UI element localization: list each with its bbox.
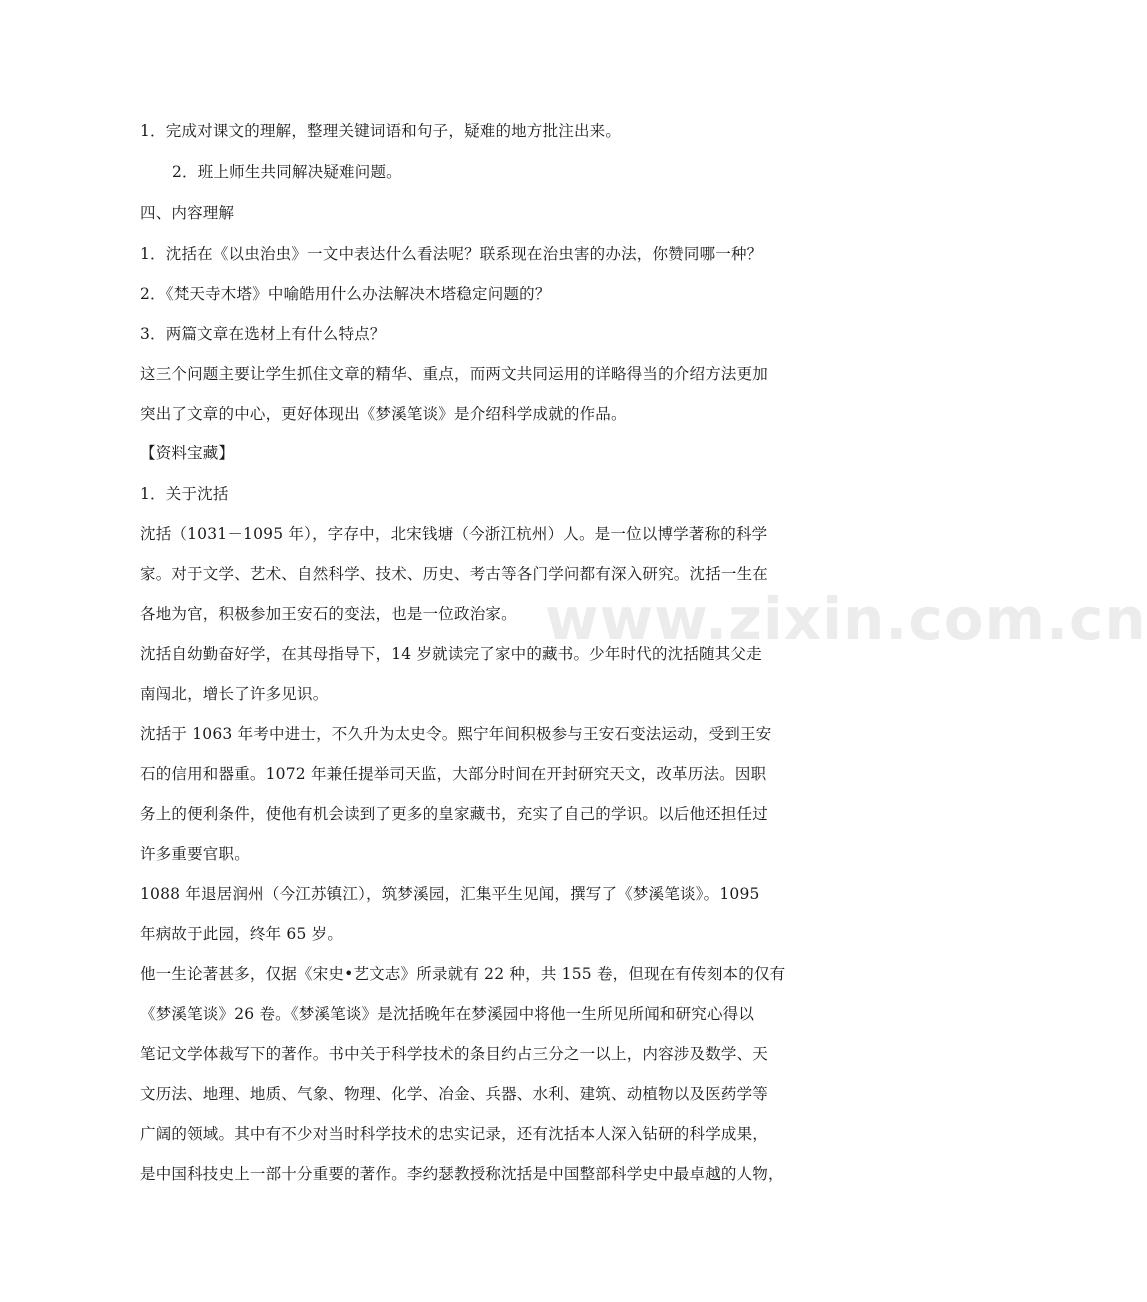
paragraph-line: 石的信用和器重。1072 年兼任提举司天监，大部分时间在开封研究天文，改革历法。因职 xyxy=(140,765,767,783)
subheading-about-shen-kuo: 1．关于沈括 xyxy=(140,485,229,503)
paragraph-line: 沈括自幼勤奋好学，在其母指导下，14 岁就读完了家中的藏书。少年时代的沈括随其父走 xyxy=(140,645,762,663)
question-3: 3．两篇文章在选材上有什么特点？ xyxy=(140,325,386,343)
question-2: 2．《梵天寺木塔》中喻皓用什么办法解决木塔稳定问题的？ xyxy=(140,285,551,303)
paragraph-line: 年病故于此园，终年 65 岁。 xyxy=(140,925,344,943)
section-heading-content-understanding: 四、内容理解 xyxy=(140,204,235,222)
paragraph-line: 他一生论著甚多，仅据《宋史•艺文志》所录就有 22 种，共 155 卷，但现在有传刻本的仅有 xyxy=(140,965,786,983)
paragraph-line: 沈括（1031－1095 年），字存中，北宋钱塘（今浙江杭州）人。是一位以博学著称的科学 xyxy=(140,525,768,543)
paragraph-line: 1088 年退居润州（今江苏镇江），筑梦溪园，汇集平生见闻，撰写了《梦溪笔谈》。1095 xyxy=(140,885,760,903)
section-heading-resources: 【资料宝藏】 xyxy=(140,444,235,462)
paragraph-line: 各地为官，积极参加王安石的变法，也是一位政治家。 xyxy=(140,605,517,623)
paragraph-line: 南闯北，增长了许多见识。 xyxy=(140,685,329,703)
question-1: 1．沈括在《以虫治虫》一文中表达什么看法呢？联系现在治虫害的办法，你赞同哪一种？ xyxy=(140,245,763,263)
paragraph-line: 许多重要官职。 xyxy=(140,845,250,863)
task-item-1: 1．完成对课文的理解，整理关键词语和句子，疑难的地方批注出来。 xyxy=(140,122,622,140)
paragraph-line: 是中国科技史上一部十分重要的著作。李约瑟教授称沈括是中国整部科学史中最卓越的人物， xyxy=(140,1165,784,1183)
paragraph-line: 文历法、地理、地质、气象、物理、化学、冶金、兵器、水利、建筑、动植物以及医药学等 xyxy=(140,1085,769,1103)
paragraph-line: 这三个问题主要让学生抓住文章的精华、重点，而两文共同运用的详略得当的介绍方法更加 xyxy=(140,365,769,383)
paragraph-line: 突出了文章的中心，更好体现出《梦溪笔谈》是介绍科学成就的作品。 xyxy=(140,405,627,423)
task-item-2: 2．班上师生共同解决疑难问题。 xyxy=(172,163,402,181)
paragraph-line: 广阔的领域。其中有不少对当时科学技术的忠实记录，还有沈括本人深入钻研的科学成果， xyxy=(140,1125,769,1143)
paragraph-line: 《梦溪笔谈》26 卷。《梦溪笔谈》是沈括晚年在梦溪园中将他一生所见所闻和研究心得以 xyxy=(140,1005,755,1023)
paragraph-line: 家。对于文学、艺术、自然科学、技术、历史、考古等各门学问都有深入研究。沈括一生在 xyxy=(140,565,769,583)
paragraph-line: 务上的便利条件，使他有机会读到了更多的皇家藏书，充实了自己的学识。以后他还担任过 xyxy=(140,805,769,823)
paragraph-line: 沈括于 1063 年考中进士，不久升为太史令。熙宁年间积极参与王安石变法运动，受到王安 xyxy=(140,725,772,743)
paragraph-line: 笔记文学体裁写下的著作。书中关于科学技术的条目约占三分之一以上，内容涉及数学、天 xyxy=(140,1045,769,1063)
watermark-text: www.zixin.com.cn xyxy=(545,585,1147,653)
